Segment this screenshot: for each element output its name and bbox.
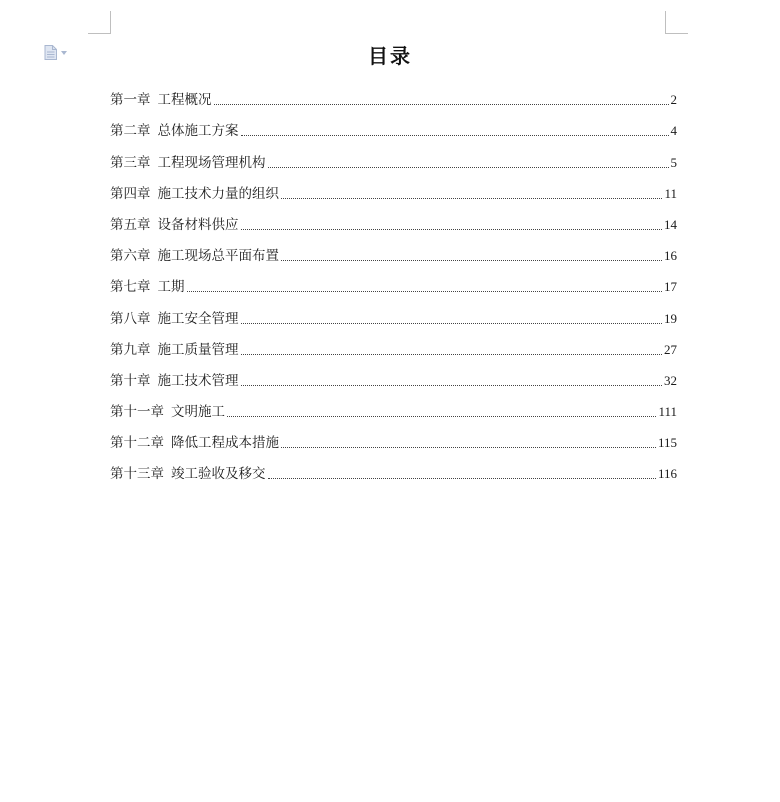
toc-page-number: 19: [664, 310, 677, 326]
toc-entry[interactable]: [110, 79, 677, 110]
toc-chapter-title: 工程概况: [157, 92, 212, 109]
toc-chapter-number: 第十一章: [110, 404, 164, 421]
toc-chapter-number: 第十章: [110, 372, 151, 389]
toc-leader-dots: [241, 384, 663, 386]
toc-entry[interactable]: [110, 110, 677, 141]
toc-chapter-number: 第九章: [110, 341, 151, 358]
toc-leader-dots: [241, 353, 663, 355]
toc-page-number: 2: [670, 92, 677, 108]
toc-chapter-number: 第七章: [110, 279, 151, 296]
toc-page-number: 5: [670, 154, 677, 170]
toc-page-number: 17: [664, 279, 677, 295]
toc-entry[interactable]: [110, 266, 677, 297]
toc-leader-dots: [281, 446, 656, 448]
toc-page-number: 27: [664, 341, 677, 357]
toc-chapter-title: 工期: [157, 279, 185, 296]
toc-chapter-title: 施工技术力量的组织: [157, 185, 279, 202]
toc-entry[interactable]: [110, 141, 677, 172]
toc-leader-dots: [241, 322, 663, 324]
toc-title: 目录: [368, 44, 412, 68]
toc-chapter-title: 工程现场管理机构: [157, 154, 266, 171]
toc-chapter-title: 施工技术管理: [157, 372, 239, 389]
toc-entry[interactable]: [110, 204, 677, 235]
toc-page-number: 111: [658, 404, 677, 420]
toc-page-number: 14: [664, 216, 677, 232]
toc-chapter-title: 文明施工: [171, 404, 225, 421]
toc-page-number: 16: [664, 248, 677, 264]
toc-chapter-title: 设备材料供应: [157, 216, 239, 233]
toc-leader-dots: [268, 477, 656, 479]
toc-entry[interactable]: [110, 329, 677, 360]
toc-entry[interactable]: [110, 453, 677, 484]
toc-entry[interactable]: [110, 235, 677, 266]
toc-chapter-number: 第四章: [110, 185, 151, 202]
toc-entry[interactable]: [110, 422, 677, 453]
toc-chapter-number: 第八章: [110, 310, 151, 327]
toc-entry[interactable]: [110, 173, 677, 204]
toc-entry[interactable]: [110, 297, 677, 328]
toc-chapter-number: 第一章: [110, 92, 151, 109]
toc-chapter-number: 第三章: [110, 154, 151, 171]
toc-page-number: 32: [664, 372, 677, 388]
toc-entry[interactable]: [110, 391, 677, 422]
toc-chapter-title: 施工质量管理: [157, 341, 239, 358]
toc-chapter-title: 总体施工方案: [157, 123, 239, 140]
toc-chapter-number: 第二章: [110, 123, 151, 140]
toc-leader-dots: [241, 134, 669, 136]
toc-chapter-title: 施工现场总平面布置: [157, 248, 279, 265]
toc-entry[interactable]: [110, 360, 677, 391]
toc-leader-dots: [268, 166, 669, 168]
toc-page-number: 11: [664, 185, 677, 201]
toc-leader-dots: [241, 228, 663, 230]
toc-chapter-number: 第五章: [110, 216, 151, 233]
toc-chapter-title: 竣工验收及移交: [171, 466, 266, 483]
toc-leader-dots: [214, 103, 669, 105]
toc-leader-dots: [281, 197, 662, 199]
toc-chapter-number: 第十三章: [110, 466, 164, 483]
toc-leader-dots: [227, 415, 656, 417]
toc-chapter-number: 第十二章: [110, 435, 164, 452]
page-corner-mark-top-right: [665, 11, 688, 34]
toc-leader-dots: [187, 290, 663, 292]
toc-page-number: 4: [670, 123, 677, 139]
toc-leader-dots: [281, 259, 662, 261]
table-of-contents: [110, 79, 677, 484]
toc-chapter-number: 第六章: [110, 248, 151, 265]
toc-page-number: 115: [657, 435, 677, 451]
toc-chapter-title: 降低工程成本措施: [171, 435, 279, 452]
toc-chapter-title: 施工安全管理: [157, 310, 239, 327]
page-corner-mark-top-left: [88, 11, 111, 34]
toc-page-number: 116: [657, 466, 677, 482]
